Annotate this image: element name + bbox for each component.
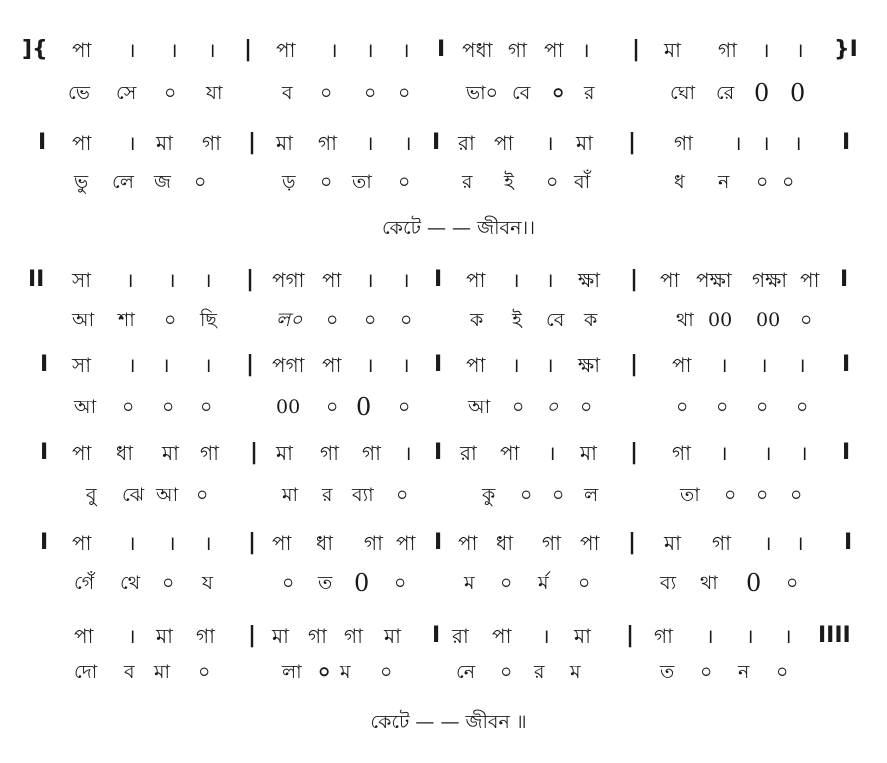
swara-note: মা [272, 624, 289, 648]
lyric-syllable: ০ [786, 572, 799, 594]
swara-note: পা [500, 441, 520, 465]
lyric-syllable: ০ [282, 572, 295, 594]
swara-note: গা [362, 441, 381, 465]
lyric-syllable: কু [482, 484, 496, 506]
bar-mark: I [38, 130, 47, 155]
lyric-syllable: মা [154, 661, 171, 683]
bar-mark: I [844, 530, 853, 555]
lyric-syllable: ০ [512, 396, 525, 418]
swara-note: গা [542, 531, 561, 555]
bar-mark: I [434, 530, 443, 555]
lyric-syllable: 00 [708, 309, 733, 331]
lyric-line [0, 305, 887, 335]
swara-note: গা [202, 131, 221, 155]
swara-note: পা [322, 268, 342, 292]
lyric-syllable: ত [660, 661, 675, 683]
refrain-line: কেটে — — জীবন।। [381, 217, 536, 239]
swara-note: সা [72, 353, 92, 377]
lyric-syllable: ত [318, 572, 333, 594]
swara-line [0, 128, 887, 158]
lyric-syllable: ০ [546, 396, 559, 418]
swara-note: গা [712, 531, 731, 555]
swara-note: । [720, 441, 728, 465]
lyric-syllable: যা [206, 82, 223, 104]
swara-note: মা [156, 131, 173, 155]
lyric-syllable: ০ [520, 484, 533, 506]
bar-mark: | [250, 440, 259, 465]
lyric-syllable: র [322, 484, 333, 506]
swara-note: । [512, 268, 520, 292]
lyric-line [0, 392, 887, 422]
lyric-syllable: ০ [800, 309, 813, 331]
swara-note: পা [276, 38, 296, 62]
bar-mark: I [842, 440, 851, 465]
swara-note: । [366, 353, 374, 377]
swara-note: । [546, 268, 554, 292]
swara-note: পক্ষা [696, 268, 732, 292]
lyric-syllable: ০ [398, 396, 411, 418]
swara-note: গা [320, 441, 339, 465]
lyric-line [0, 568, 887, 598]
swara-note: পগা [272, 268, 305, 292]
lyric-syllable: ০ [122, 396, 135, 418]
lyric-syllable: লা [282, 661, 302, 683]
lyric-syllable: ০ [776, 661, 789, 683]
swara-note: । [366, 131, 374, 155]
bar-mark: | [628, 130, 637, 155]
swara-note: গা [196, 624, 215, 648]
lyric-syllable: ০ [782, 171, 795, 193]
lyric-syllable: দো [74, 661, 98, 683]
swara-note: । [542, 624, 550, 648]
lyric-syllable: সে [116, 82, 137, 104]
lyric-syllable: ঝে [122, 484, 145, 506]
lyric-syllable: ০ [318, 661, 331, 683]
lyric-syllable: 0 [356, 393, 372, 421]
swara-note: সা [72, 268, 92, 292]
lyric-syllable: বাঁ [574, 171, 591, 193]
swara-note: । [796, 531, 804, 555]
lyric-syllable: ভে [68, 82, 90, 104]
lyric-syllable: ০ [756, 396, 769, 418]
swara-note: । [168, 268, 176, 292]
swara-note: । [762, 131, 770, 155]
swara-note: ধা [316, 531, 334, 555]
lyric-syllable: ০ [364, 82, 377, 104]
swara-note: গা [318, 131, 337, 155]
lyric-syllable: ০ [546, 171, 559, 193]
swara-note: মা [664, 38, 681, 62]
bar-mark: | [632, 37, 641, 62]
swara-note: । [720, 353, 728, 377]
bar-mark: | [628, 530, 637, 555]
bar-mark: | [248, 130, 257, 155]
bar-mark: II [28, 267, 45, 292]
swara-note: । [546, 353, 554, 377]
lyric-syllable: থে [120, 572, 141, 594]
swara-note: । [548, 441, 556, 465]
lyric-syllable: ব [282, 82, 293, 104]
lyric-syllable: ০ [756, 171, 769, 193]
swara-note: । [366, 38, 374, 62]
lyric-syllable: ড় [282, 171, 296, 193]
lyric-syllable: ০ [162, 396, 175, 418]
lyric-syllable: থা [700, 572, 718, 594]
swara-note: মা [162, 441, 179, 465]
lyric-syllable: ০ [724, 484, 737, 506]
lyric-syllable: 0 [790, 79, 806, 107]
bar-mark: I [842, 130, 851, 155]
swara-note: । [404, 131, 412, 155]
swara-note: পা [466, 268, 486, 292]
lyric-syllable: বে [546, 309, 565, 331]
lyric-syllable: ০ [394, 572, 407, 594]
lyric-syllable: গেঁ [74, 572, 95, 594]
swara-note: পা [272, 531, 292, 555]
swara-note: । [128, 531, 136, 555]
swara-note: । [366, 268, 374, 292]
swara-note: । [168, 531, 176, 555]
swara-note: । [760, 353, 768, 377]
lyric-syllable: ন [738, 661, 750, 683]
swara-note: মা [574, 624, 591, 648]
swara-note: পা [580, 531, 600, 555]
swara-line [0, 438, 887, 468]
lyric-syllable: ০ [320, 171, 333, 193]
lyric-syllable: মা [282, 484, 299, 506]
swara-line [0, 621, 887, 651]
lyric-syllable: ০ [500, 661, 513, 683]
lyric-syllable: ভু [74, 171, 89, 193]
swara-note: । [582, 38, 590, 62]
lyric-syllable: আ [468, 396, 491, 418]
swara-note: । [128, 131, 136, 155]
swara-note: পা [72, 131, 92, 155]
swara-note: পা [492, 624, 512, 648]
lyric-syllable: ০ [700, 661, 713, 683]
swara-note: পা [466, 353, 486, 377]
swara-note: ধা [116, 441, 134, 465]
swara-note: । [512, 353, 520, 377]
swara-note: । [764, 441, 772, 465]
swara-note: গা [344, 624, 363, 648]
swara-note: । [734, 131, 742, 155]
bar-mark: I [840, 267, 849, 292]
bar-mark: I [437, 37, 446, 62]
swara-note: পা [72, 531, 92, 555]
lyric-syllable: ই [504, 171, 514, 193]
swara-note: পা [660, 268, 680, 292]
swara-note: । [128, 38, 136, 62]
bar-mark: IIII [818, 623, 851, 648]
lyric-syllable: 0 [746, 569, 762, 597]
lyric-syllable: ০ [380, 661, 393, 683]
lyric-line [0, 78, 887, 108]
swara-note: । [800, 441, 808, 465]
swara-note: পা [672, 353, 692, 377]
lyric-syllable: ০ [200, 396, 213, 418]
lyric-syllable: ক [470, 309, 484, 331]
lyric-syllable: রে [716, 82, 735, 104]
swara-note: মা [384, 624, 401, 648]
lyric-syllable: 0 [754, 79, 770, 107]
bar-mark: | [626, 623, 635, 648]
swara-note: পা [322, 353, 342, 377]
lyric-syllable: ০ [320, 82, 333, 104]
lyric-syllable: ন [718, 171, 730, 193]
lyric-syllable: ০ [398, 82, 411, 104]
bar-mark: ]{ [22, 37, 48, 62]
lyric-syllable: য [202, 572, 213, 594]
swara-note: পা [72, 441, 92, 465]
lyric-syllable: ভা০ [466, 82, 499, 104]
swara-note: । [798, 353, 806, 377]
bar-mark: I [432, 130, 441, 155]
swara-note: । [126, 268, 134, 292]
swara-note: পা [544, 38, 564, 62]
bar-mark: I [434, 440, 443, 465]
lyric-syllable: 00 [756, 309, 781, 331]
lyric-syllable: বে [512, 82, 531, 104]
swara-note: । [762, 38, 770, 62]
lyric-syllable: ০ [364, 309, 377, 331]
swara-note: । [128, 624, 136, 648]
lyric-syllable: ০ [578, 572, 591, 594]
refrain-line: কেটে — — জীবন ॥ [370, 711, 527, 733]
swara-note: গা [508, 38, 527, 62]
lyric-syllable: 00 [276, 396, 301, 418]
swara-note: গা [672, 441, 691, 465]
lyric-syllable: থা [676, 309, 694, 331]
lyric-syllable: ০ [756, 484, 769, 506]
lyric-syllable: ০ [194, 171, 207, 193]
swara-line [0, 350, 887, 380]
swara-note: গা [718, 38, 737, 62]
lyric-syllable: ক [584, 309, 598, 331]
bar-mark: I [432, 623, 441, 648]
lyric-syllable: আ [72, 309, 95, 331]
swara-note: । [170, 38, 178, 62]
lyric-syllable: ম [340, 661, 351, 683]
swara-note: গক্ষা [752, 268, 788, 292]
swara-note: পা [72, 38, 92, 62]
swara-line [0, 265, 887, 295]
swara-note: । [402, 353, 410, 377]
lyric-syllable: ম [464, 572, 475, 594]
lyric-syllable: ০ [164, 309, 177, 331]
lyric-syllable: ব্য [660, 572, 677, 594]
lyric-syllable: ব্যা [352, 484, 374, 506]
lyric-line [0, 657, 887, 687]
bar-mark: | [630, 440, 639, 465]
lyric-syllable: ০ [552, 484, 565, 506]
swara-note: গা [654, 624, 673, 648]
lyric-line [0, 167, 887, 197]
swara-line [0, 528, 887, 558]
swara-note: । [128, 353, 136, 377]
bar-mark: I [40, 352, 49, 377]
lyric-syllable: ছি [200, 309, 217, 331]
swara-note: । [794, 131, 802, 155]
bar-mark: | [246, 352, 255, 377]
lyric-syllable: ০ [500, 572, 513, 594]
lyric-syllable: ০ [552, 82, 565, 104]
lyric-syllable: ব [124, 661, 135, 683]
lyric-syllable: ০ [790, 484, 803, 506]
swara-note: । [330, 38, 338, 62]
swara-note: । [746, 624, 754, 648]
bar-mark: I [434, 267, 443, 292]
lyric-syllable: ধ [674, 171, 685, 193]
swara-note: মা [276, 441, 293, 465]
lyric-syllable: তা [680, 484, 700, 506]
swara-note: ক্ষা [578, 353, 601, 377]
lyric-syllable: তা [352, 171, 372, 193]
swara-note: ক্ষা [578, 268, 601, 292]
bar-mark: | [246, 267, 255, 292]
lyric-syllable: র [462, 171, 473, 193]
bar-mark: }I [834, 37, 858, 62]
bar-mark: I [40, 530, 49, 555]
bar-mark: | [248, 623, 257, 648]
lyric-syllable: ল [584, 484, 599, 506]
swara-note: । [208, 38, 216, 62]
swara-note: পা [494, 131, 514, 155]
lyric-syllable: ০ [198, 661, 211, 683]
swara-note: পা [74, 624, 94, 648]
lyric-syllable: ০ [326, 309, 339, 331]
swara-note: রা [452, 624, 469, 648]
lyric-syllable: র [584, 82, 595, 104]
swara-line [0, 35, 887, 65]
lyric-syllable: ০ [796, 396, 809, 418]
swara-note: মা [664, 531, 681, 555]
lyric-syllable: ০ [400, 309, 413, 331]
swara-note: । [796, 38, 804, 62]
lyric-syllable: ০ [398, 171, 411, 193]
swara-note: । [784, 624, 792, 648]
swara-note: রা [460, 441, 477, 465]
bar-mark: | [630, 352, 639, 377]
swara-note: গা [308, 624, 327, 648]
lyric-syllable: ০ [326, 396, 339, 418]
lyric-syllable: ০ [716, 396, 729, 418]
swara-note: মা [576, 131, 593, 155]
swara-note: । [764, 531, 772, 555]
swara-note: । [204, 353, 212, 377]
swara-note: ধা [496, 531, 514, 555]
lyric-syllable: ঘো [670, 82, 695, 104]
bar-mark: I [40, 440, 49, 465]
lyric-syllable: ম [570, 661, 581, 683]
swara-note: গা [674, 131, 693, 155]
lyric-syllable: ল০ [276, 309, 303, 331]
lyric-syllable: ০ [196, 484, 209, 506]
swara-note: পগা [272, 353, 305, 377]
lyric-syllable: নে [456, 661, 476, 683]
lyric-syllable: ০ [676, 396, 689, 418]
lyric-line [0, 480, 887, 510]
swara-note: । [402, 38, 410, 62]
swara-note: মা [156, 624, 173, 648]
lyric-syllable: 0 [354, 569, 370, 597]
swara-note: রা [458, 131, 475, 155]
bar-mark: | [244, 37, 253, 62]
swara-note: পা [800, 268, 820, 292]
swara-note: পা [458, 531, 478, 555]
lyric-syllable: ০ [162, 572, 175, 594]
swara-note: । [404, 441, 412, 465]
lyric-syllable: ০ [580, 396, 593, 418]
swara-note: গা [200, 441, 219, 465]
lyric-syllable: ০ [164, 82, 177, 104]
swara-note: । [204, 268, 212, 292]
lyric-syllable: লে [112, 171, 134, 193]
bar-mark: | [630, 267, 639, 292]
bar-mark: I [842, 352, 851, 377]
lyric-syllable: ই [512, 309, 522, 331]
swara-note: । [402, 268, 410, 292]
swara-note: । [204, 531, 212, 555]
bar-mark: I [434, 352, 443, 377]
swara-note: গা [364, 531, 383, 555]
lyric-syllable: আ [156, 484, 179, 506]
swara-note: । [162, 353, 170, 377]
lyric-syllable: র্ম [538, 572, 549, 594]
lyric-syllable: র [534, 661, 545, 683]
bar-mark: | [248, 530, 257, 555]
swara-note: মা [580, 441, 597, 465]
swara-note: পধা [462, 38, 493, 62]
swara-note: । [706, 624, 714, 648]
lyric-syllable: জ [154, 171, 171, 193]
swara-note: । [546, 131, 554, 155]
swara-note: মা [276, 131, 293, 155]
lyric-syllable: বু [86, 484, 97, 506]
lyric-syllable: আ [74, 396, 97, 418]
lyric-syllable: শা [118, 309, 135, 331]
lyric-syllable: ০ [396, 484, 409, 506]
swara-note: পা [396, 531, 416, 555]
